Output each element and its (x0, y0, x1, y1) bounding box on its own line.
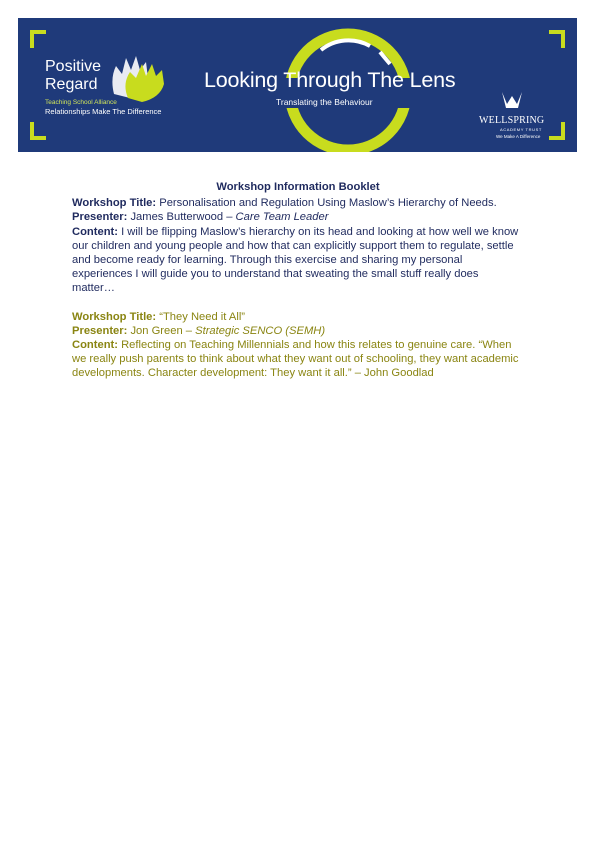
presenter-name: Jon Green – (127, 324, 196, 337)
teaching-alliance-text: Teaching School Alliance (45, 99, 117, 106)
presenter-label: Presenter: (72, 211, 128, 224)
content-label: Content: (72, 225, 118, 238)
workshop-title: “They Need it All” (156, 310, 246, 323)
workshop-title-label: Workshop Title: (72, 197, 157, 210)
alliance-tagline: Relationships Make The Difference (45, 107, 162, 116)
workshop-content: Reflecting on Teaching Millennials and how this relates to genuine care. “When we really push parents to think about what they want out of schooling, they want academic developments. Character development: They want it all.” – John Goodlad (72, 339, 519, 380)
wellspring-name: WELLSPRING (479, 115, 545, 126)
banner-subtitle: Translating the Behaviour (276, 97, 373, 107)
presenter-name: James Butterwood – (127, 211, 236, 224)
workshop-1 (72, 196, 524, 295)
content-label: Content: (72, 339, 118, 352)
header-banner (18, 18, 577, 152)
booklet-content (72, 180, 524, 381)
banner-title: Looking Through The Lens (204, 68, 456, 92)
positive-regard-logo-text: Positive Regard (45, 58, 102, 93)
workshop-content: I will be flipping Maslow’s hierarchy on its head and looking at how well we know our children and young people and how that can explicitly support them to regulate, settle and become ready for learning. Through this exercise and sharing my personal experiences I will guide you to understand that sweating the small stuff really does matter… (72, 225, 519, 295)
wellspring-trust: ACADEMY TRUST (500, 127, 542, 132)
wellspring-tagline: We Make A Difference (496, 134, 541, 139)
presenter-label: Presenter: (72, 324, 128, 337)
workshop-title-label: Workshop Title: (72, 310, 157, 323)
hands-logo-icon (112, 56, 164, 102)
workshop-2 (72, 310, 524, 381)
presenter-role: Strategic SENCO (SEMH) (195, 324, 326, 337)
presenter-role: Care Team Leader (235, 211, 329, 224)
booklet-title: Workshop Information Booklet (216, 181, 380, 193)
crown-icon (502, 92, 522, 108)
workshop-title: Personalisation and Regulation Using Maslow’s Hierarchy of Needs. (156, 197, 497, 210)
